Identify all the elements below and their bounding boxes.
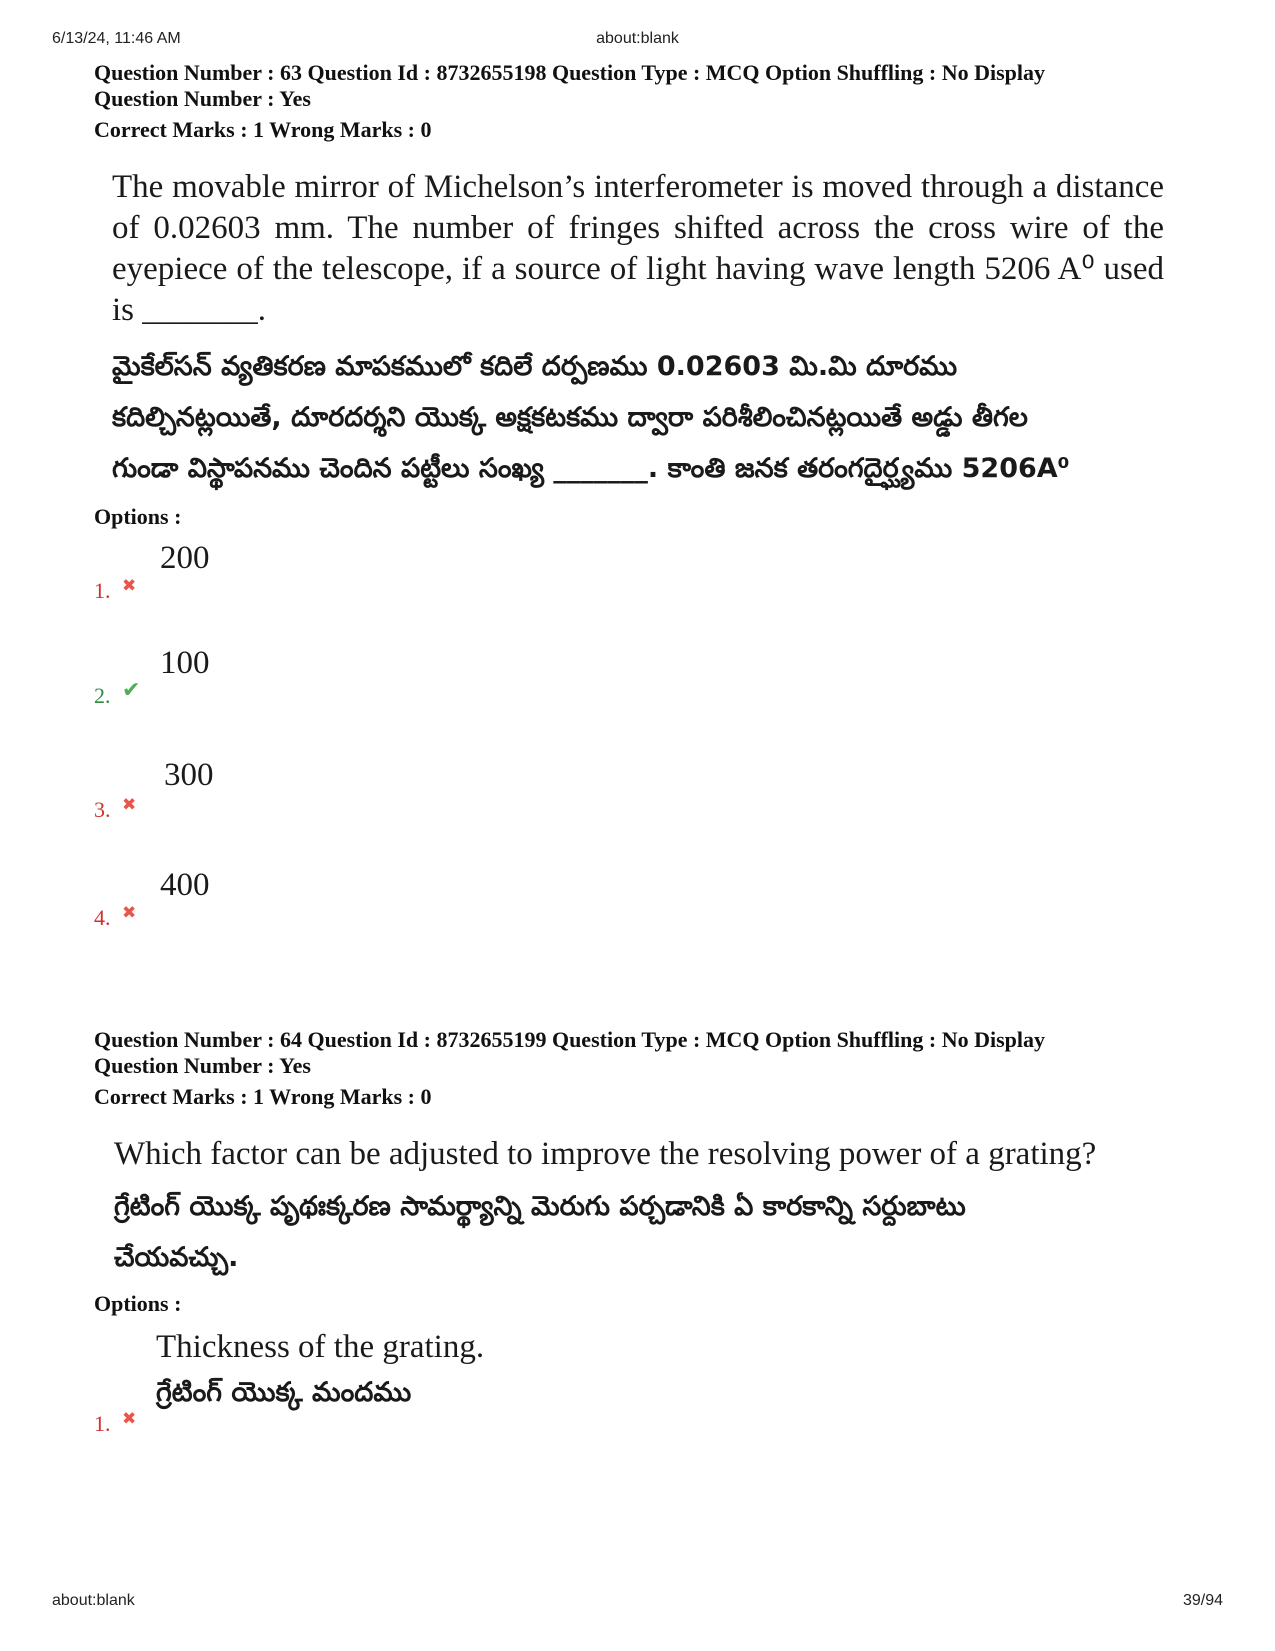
options-list bbox=[94, 1329, 1174, 1449]
telugu-line: చేయవచ్చు. bbox=[114, 1242, 239, 1273]
option-item bbox=[94, 645, 1174, 757]
question-meta-line2: Question Number : Yes bbox=[94, 1053, 311, 1078]
option-number: 4. bbox=[94, 905, 111, 930]
option-number: 2. bbox=[94, 683, 111, 708]
option-item bbox=[94, 540, 1174, 645]
option-item bbox=[94, 867, 1174, 967]
footer-url: about:blank bbox=[52, 1592, 135, 1609]
print-datetime: 6/13/24, 11:46 AM bbox=[52, 30, 181, 47]
option-number: 1. bbox=[94, 1411, 111, 1436]
telugu-line: కదిల్చినట్లయితే, దూరదర్శని యొక్క అక్షకటకము ద్వారా పరిశీలించినట్లయితే అడ్డు తీగల bbox=[112, 402, 1028, 433]
print-footer bbox=[0, 1592, 1275, 1612]
question-marks: Correct Marks : 1 Wrong Marks : 0 bbox=[94, 117, 432, 142]
question-stem-telugu bbox=[114, 1181, 1174, 1283]
option-text: 100 bbox=[160, 645, 210, 681]
telugu-line: మైకేల్‌సన్ వ్యతికరణ మాపకములో కదిలే దర్పణము 0.02603 మి.మి దూరము bbox=[112, 351, 958, 382]
question-stem-english: Which factor can be adjusted to improve the resolving power of a grating? bbox=[114, 1136, 1097, 1172]
question-block-63 bbox=[94, 60, 1174, 967]
print-title: about:blank bbox=[596, 30, 679, 47]
question-meta-line1: Question Number : 63 Question Id : 8732655198 Question Type : MCQ Option Shuffling : No Display bbox=[94, 60, 1046, 85]
options-label: Options : bbox=[94, 1291, 182, 1316]
wrong-mark-icon: ✖ bbox=[122, 903, 137, 923]
option-text: Thickness of the grating. bbox=[156, 1329, 485, 1365]
wrong-mark-icon: ✖ bbox=[122, 1409, 137, 1429]
option-number: 1. bbox=[94, 578, 111, 603]
option-text: 400 bbox=[160, 867, 210, 903]
question-stem-english: The movable mirror of Michelson’s interferometer is moved through a distance of 0.02603 mm. The number of fringes shifted across the cross wire of the eyepiece of the telescope, if a source of light having wave length 5206 A⁰ used is _______. bbox=[112, 169, 1164, 328]
option-text-telugu: గ్రేటింగ్ యొక్క మందము bbox=[156, 1377, 412, 1408]
question-stem-telugu bbox=[112, 341, 1172, 494]
question-marks: Correct Marks : 1 Wrong Marks : 0 bbox=[94, 1084, 432, 1109]
question-meta bbox=[94, 60, 1174, 112]
print-header bbox=[0, 30, 1275, 50]
question-meta-line1: Question Number : 64 Question Id : 8732655199 Question Type : MCQ Option Shuffling : No Display bbox=[94, 1027, 1046, 1052]
telugu-line: గ్రేటింగ్ యొక్క పృథఃక్కరణ సామర్థ్యాన్ని మెరుగు పర్చడానికి ఏ కారకాన్ని సర్దుబాటు bbox=[114, 1191, 966, 1222]
page-number: 39/94 bbox=[1182, 1592, 1223, 1609]
options-list bbox=[94, 540, 1174, 967]
option-number: 3. bbox=[94, 797, 111, 822]
question-meta bbox=[94, 1027, 1174, 1079]
wrong-mark-icon: ✖ bbox=[122, 795, 137, 815]
option-item bbox=[94, 757, 1174, 867]
question-meta-line2: Question Number : Yes bbox=[94, 86, 311, 111]
option-text: 200 bbox=[160, 540, 210, 576]
wrong-mark-icon: ✖ bbox=[122, 576, 137, 596]
telugu-line: గుండా విస్థాపనము చెందిన పట్టీలు సంఖ్య _______. కాంతి జనక తరంగదైర్ఘ్యము 5206A⁰ bbox=[112, 453, 1070, 484]
question-block-64 bbox=[94, 1027, 1174, 1449]
option-text: 300 bbox=[164, 757, 214, 793]
check-mark-icon: ✔ bbox=[122, 678, 141, 703]
options-label: Options : bbox=[94, 504, 182, 529]
option-item bbox=[94, 1329, 1174, 1449]
